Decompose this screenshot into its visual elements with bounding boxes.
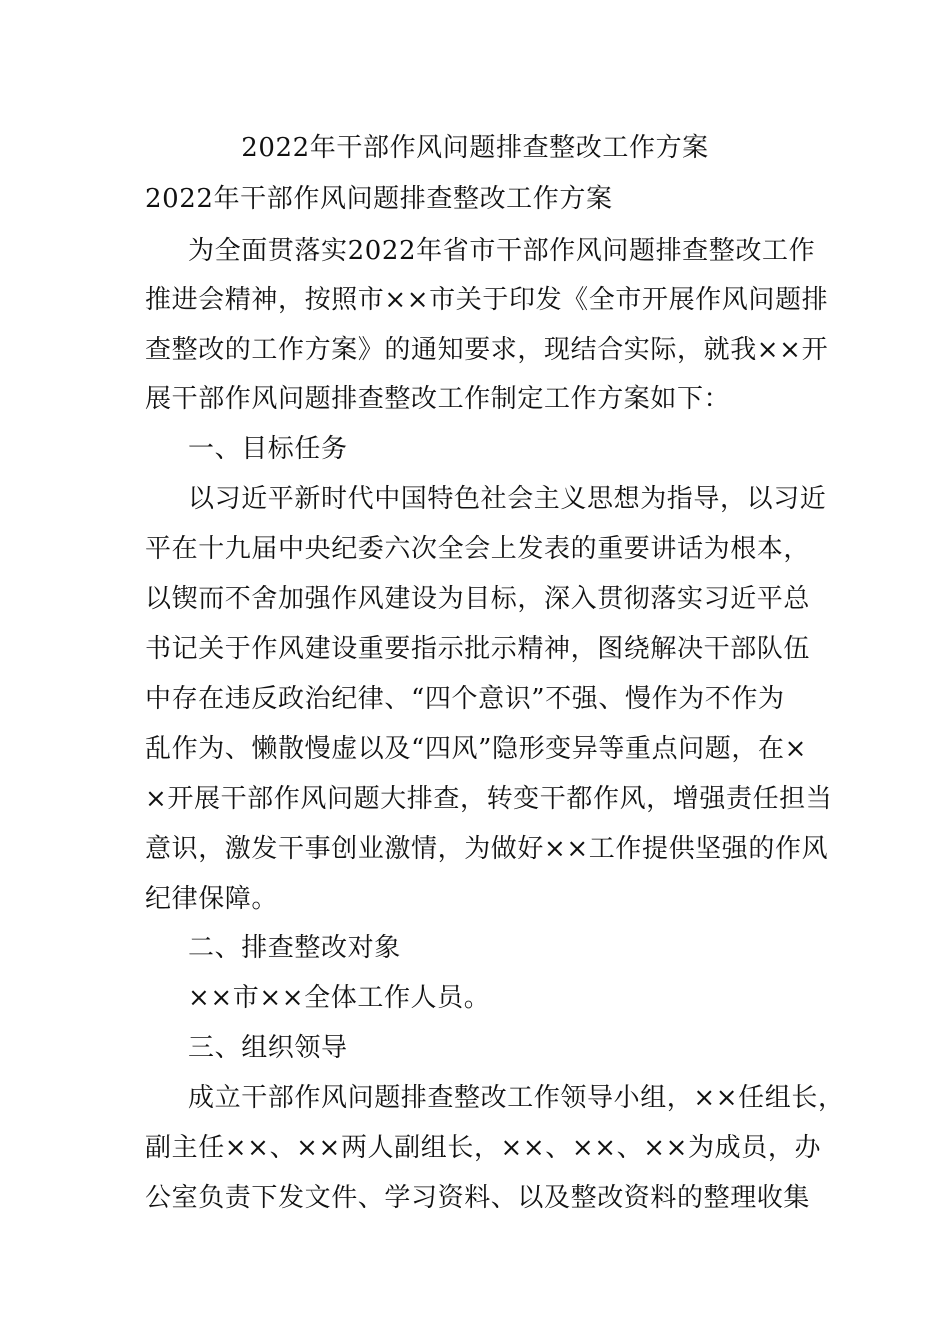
paragraph-line: ×开展干部作风问题大排查，转变干都作风，增强责任担当 (145, 784, 833, 814)
paragraph-line: 以锲而不舍加强作风建设为目标，深入贯彻落实习近平总 (145, 584, 811, 614)
paragraph-line: 副主任××、××两人副组长，××、××、××为成员，办 (145, 1133, 822, 1163)
paragraph-line: 为全面贯落实2022年省市干部作风问题排查整改工作 (188, 236, 816, 266)
paragraph-line: 书记关于作风建设重要指示批示精神，图绕解决干部队伍 (145, 634, 811, 664)
paragraph-line: 平在十九届中央纪委六次全会上发表的重要讲话为根本， (145, 534, 811, 564)
document-title: 2022年干部作风问题排查整改工作方案 (241, 133, 709, 163)
section-heading: 三、组织领导 (188, 1033, 348, 1063)
paragraph-line: 以习近平新时代中国特色社会主义思想为指导，以习近 (188, 484, 827, 514)
paragraph-line: 查整改的工作方案》的通知要求，现结合实际，就我××开 (145, 335, 829, 365)
paragraph-line: 公室负责下发文件、学习资料、以及整改资料的整理收集 (145, 1183, 811, 1213)
paragraph-line: ××市××全体工作人员。 (188, 983, 491, 1013)
paragraph-line: 推进会精神，按照市××市关于印发《全市开展作风问题排 (145, 285, 829, 315)
section-heading: 二、排查整改对象 (188, 933, 401, 963)
paragraph-line: 成立干部作风问题排查整改工作领导小组，××任组长， (188, 1083, 845, 1113)
paragraph-line: 意识，激发干事创业激情，为做好××工作提供坚强的作风 (145, 834, 829, 864)
paragraph-line: 乱作为、懒散慢虚以及“四风”隐形变异等重点问题，在× (145, 734, 807, 764)
paragraph-line: 中存在违反政治纪律、“四个意识”不强、慢作为不作为 (145, 684, 785, 714)
section-heading: 一、目标任务 (188, 434, 348, 464)
document-subtitle: 2022年干部作风问题排查整改工作方案 (145, 184, 613, 214)
paragraph-line: 展干部作风问题排查整改工作制定工作方案如下： (145, 384, 731, 414)
paragraph-line: 纪律保障。 (145, 884, 279, 914)
